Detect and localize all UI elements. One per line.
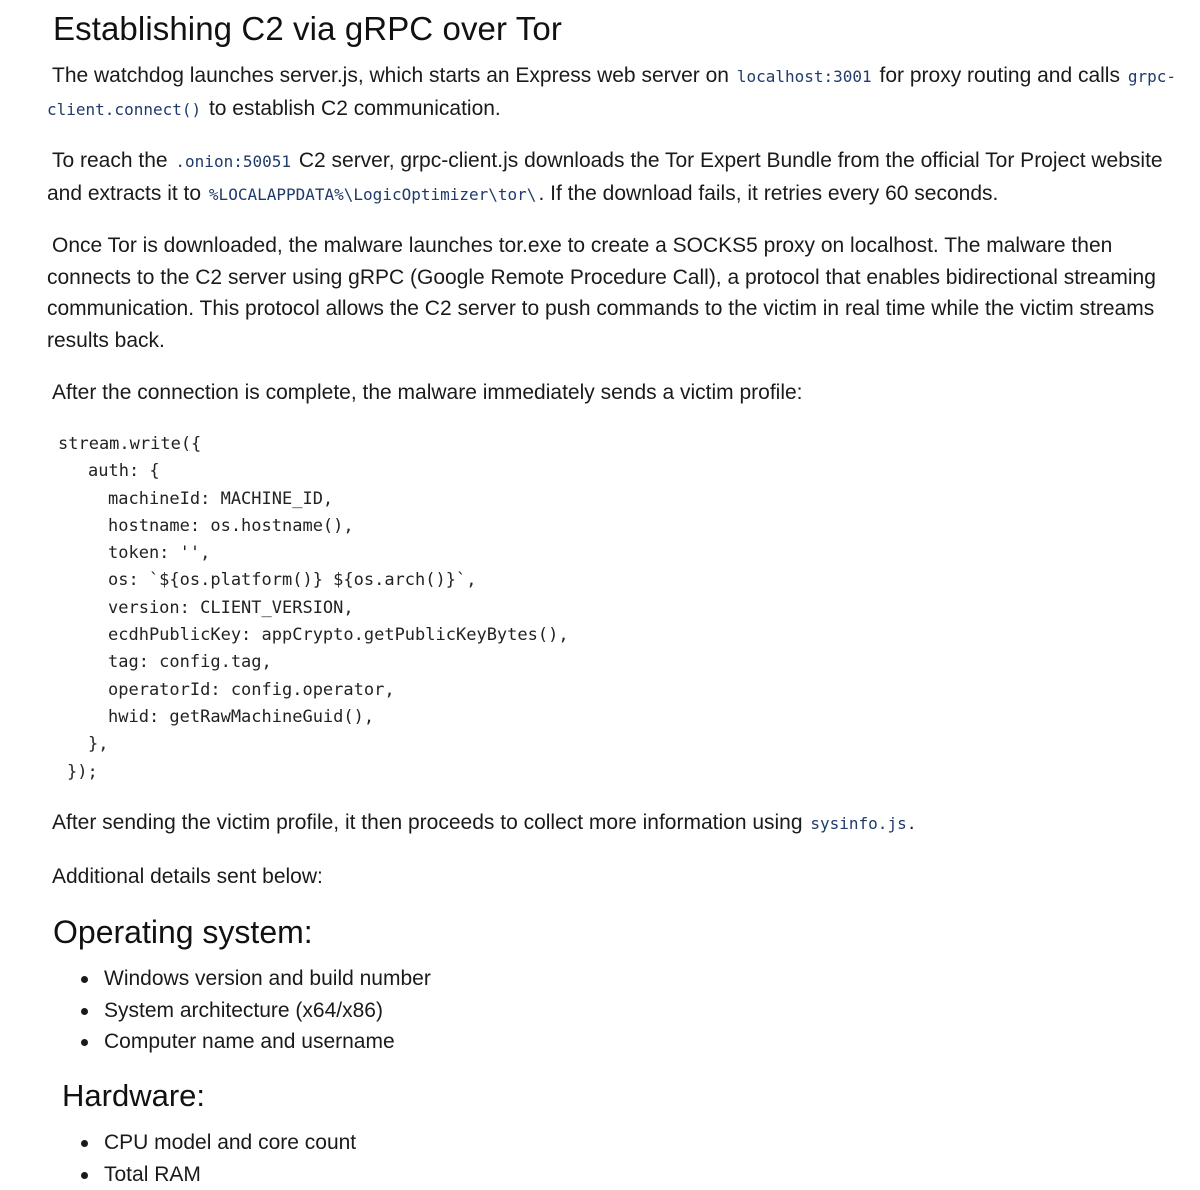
list-item-text: CPU model and core count [104, 1131, 356, 1154]
bullet-icon [81, 976, 88, 983]
text-segment: for proxy routing and calls [874, 64, 1126, 87]
bullet-icon [81, 1172, 88, 1179]
bullet-icon [81, 1008, 88, 1015]
section-title-operating-system: Operating system: [53, 914, 313, 951]
code-line: machineId: MACHINE_ID, [58, 486, 569, 513]
inline-code-tor-path: %LOCALAPPDATA%\LogicOptimizer\tor\ [207, 185, 539, 204]
inline-code-onion-port: .onion:50051 [173, 152, 293, 171]
list-item [0, 1026, 431, 1058]
paragraph-victim-profile-intro: After the connection is complete, the malware immediately sends a victim profile: [52, 377, 803, 409]
list-item-text: Computer name and username [104, 1030, 395, 1053]
list-item [0, 1159, 356, 1190]
text-segment: After sending the victim profile, it then proceeds to collect more information using [52, 811, 808, 834]
code-line: operatorId: config.operator, [58, 677, 569, 704]
text-segment: . If the download fails, it retries every 60 seconds. [538, 182, 998, 205]
text-segment: . [909, 811, 915, 834]
paragraph-grpc-connection: Once Tor is downloaded, the malware launches tor.exe to create a SOCKS5 proxy on localhost. The malware then connects to the C2 server using gRPC (Google Remote Procedure Call), a protocol that enables bidirectional streaming communication. This protocol allows the C2 server to push commands to the victim in real time while the victim streams results back. [47, 230, 1177, 356]
code-line: token: '', [58, 540, 569, 567]
text-segment: To reach the [52, 149, 173, 172]
list-item-text: System architecture (x64/x86) [104, 999, 383, 1022]
code-line: auth: { [58, 458, 569, 485]
list-item [0, 963, 431, 995]
code-line: hostname: os.hostname(), [58, 513, 569, 540]
inline-code-grpc-connect: grpc-client.connect() [47, 67, 1176, 119]
code-line: os: `${os.platform()} ${os.arch()}`, [58, 567, 569, 594]
code-line: version: CLIENT_VERSION, [58, 595, 569, 622]
paragraph-tor-download [47, 145, 1177, 210]
list-item [0, 1127, 356, 1159]
code-line: ecdhPublicKey: appCrypto.getPublicKeyBytes(), [58, 622, 569, 649]
list-item-text: Windows version and build number [104, 967, 431, 990]
code-block-victim-profile [58, 431, 569, 786]
text-segment: to establish C2 communication. [203, 97, 501, 120]
paragraph-additional-details: Additional details sent below: [52, 861, 323, 893]
code-line: stream.write({ [58, 431, 569, 458]
code-line: }); [58, 759, 569, 786]
list-item-text: Total RAM [104, 1163, 201, 1186]
os-details-list [0, 963, 431, 1058]
bullet-icon [81, 1140, 88, 1147]
list-item [0, 995, 431, 1027]
paragraph-sysinfo [52, 807, 915, 840]
hardware-details-list [0, 1127, 356, 1190]
inline-code-sysinfo: sysinfo.js [808, 814, 908, 833]
code-line: }, [58, 731, 569, 758]
text-segment: C2 server, grpc-client.js downloads the Tor Expert Bundle from the official Tor Project website and extracts it to [47, 149, 1163, 205]
section-title-hardware: Hardware: [62, 1078, 205, 1114]
code-line: tag: config.tag, [58, 649, 569, 676]
code-line: hwid: getRawMachineGuid(), [58, 704, 569, 731]
text-segment: The watchdog launches server.js, which starts an Express web server on [52, 64, 735, 87]
paragraph-server-launch [47, 60, 1177, 125]
inline-code-localhost: localhost:3001 [735, 67, 874, 86]
page-title: Establishing C2 via gRPC over Tor [53, 10, 562, 48]
bullet-icon [81, 1039, 88, 1046]
